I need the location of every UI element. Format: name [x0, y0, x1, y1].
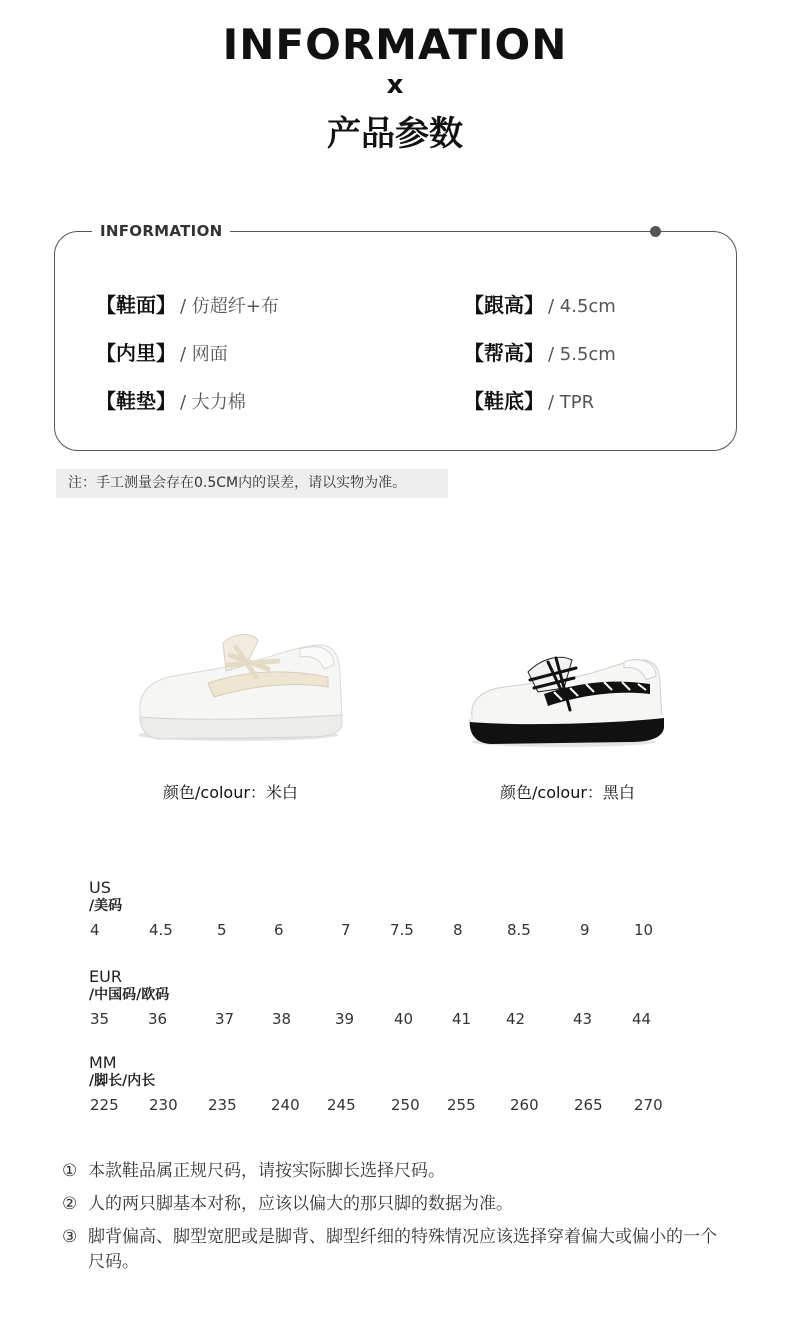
tip-item: [62, 1225, 742, 1275]
size-us-value: 8: [453, 921, 463, 939]
size-mm-value: 260: [510, 1096, 539, 1114]
spec-insole: [96, 385, 246, 414]
page-subtitle: 产品参数: [327, 114, 463, 154]
size-header-title: US: [89, 878, 111, 897]
tip-number: ③: [62, 1227, 78, 1247]
colour-caption-beige: 颜色/colour：米白: [163, 783, 298, 802]
size-header-mm: [89, 1054, 155, 1090]
colour-caption-black: 颜色/colour：黑白: [500, 783, 635, 802]
spec-value: / 网面: [180, 344, 228, 365]
shoe-image-black: [458, 648, 668, 748]
size-header-sub: /脚长/内长: [89, 1073, 156, 1089]
spec-heel-height: [464, 289, 616, 318]
spec-key: 【跟高】: [464, 293, 544, 317]
measurement-note: 注：手工测量会存在0.5CM内的误差，请以实物为准。: [56, 469, 448, 498]
tip-text: 人的两只脚基本对称，应该以偏大的那只脚的数据为准。: [88, 1194, 513, 1214]
tip-item: [62, 1159, 445, 1184]
size-mm-value: 250: [391, 1096, 420, 1114]
spec-key: 【鞋底】: [464, 389, 544, 413]
size-header-us: [89, 879, 122, 915]
spec-key: 【内里】: [96, 341, 176, 365]
size-mm-value: 225: [90, 1096, 119, 1114]
size-header-sub: /美码: [89, 898, 123, 914]
size-us-value: 8.5: [507, 921, 531, 939]
info-dot-icon: [650, 226, 661, 237]
info-panel-label: INFORMATION: [92, 222, 230, 240]
size-us-value: 4: [90, 921, 100, 939]
size-us-value: 10: [634, 921, 654, 939]
spec-upper: [96, 289, 279, 318]
spec-value: / 4.5cm: [548, 296, 616, 317]
size-mm-value: 270: [634, 1096, 663, 1114]
info-divider-line: [230, 231, 655, 232]
size-mm-value: 235: [208, 1096, 237, 1114]
tip-item: [62, 1192, 513, 1217]
size-eur-value: 43: [573, 1010, 593, 1028]
size-header-eur: [89, 968, 169, 1004]
size-us-value: 7.5: [390, 921, 414, 939]
size-eur-value: 41: [452, 1010, 472, 1028]
size-mm-value: 265: [574, 1096, 603, 1114]
spec-key: 【鞋垫】: [96, 389, 176, 413]
tip-number: ①: [62, 1161, 78, 1181]
tip-text: 本款鞋品属正规尺码，请按实际脚长选择尺码。: [88, 1161, 445, 1181]
size-eur-value: 37: [215, 1010, 235, 1028]
spec-key: 【帮高】: [464, 341, 544, 365]
size-eur-value: 36: [148, 1010, 168, 1028]
size-us-value: 9: [580, 921, 590, 939]
size-eur-value: 38: [272, 1010, 292, 1028]
size-us-value: 4.5: [149, 921, 173, 939]
spec-value: / 5.5cm: [548, 344, 616, 365]
size-us-value: 5: [217, 921, 227, 939]
size-mm-value: 245: [327, 1096, 356, 1114]
tip-number: ②: [62, 1194, 78, 1214]
shoe-image-beige: [128, 625, 348, 745]
title-separator: x: [386, 70, 404, 100]
spec-key: 【鞋面】: [96, 293, 176, 317]
size-mm-value: 240: [271, 1096, 300, 1114]
spec-value: / 大力棉: [180, 392, 246, 413]
spec-value: / TPR: [548, 392, 595, 413]
spec-shaft-height: [464, 337, 616, 366]
size-us-value: 7: [341, 921, 351, 939]
size-eur-value: 35: [90, 1010, 110, 1028]
size-mm-value: 255: [447, 1096, 476, 1114]
size-us-value: 6: [274, 921, 284, 939]
size-eur-value: 39: [335, 1010, 355, 1028]
size-eur-value: 44: [632, 1010, 652, 1028]
size-eur-value: 42: [506, 1010, 526, 1028]
spec-outsole: [464, 385, 594, 414]
size-header-title: MM: [89, 1053, 117, 1072]
size-eur-value: 40: [394, 1010, 414, 1028]
size-header-title: EUR: [89, 967, 122, 986]
tip-text: 脚背偏高、脚型宽肥或是脚背、脚型纤细的特殊情况应该选择穿着偏大或偏小的一个尺码。: [88, 1227, 717, 1272]
spec-value: / 仿超纤+布: [180, 296, 279, 317]
page-title: INFORMATION: [222, 20, 568, 69]
size-mm-value: 230: [149, 1096, 178, 1114]
spec-lining: [96, 337, 228, 366]
size-header-sub: /中国码/欧码: [89, 987, 170, 1003]
